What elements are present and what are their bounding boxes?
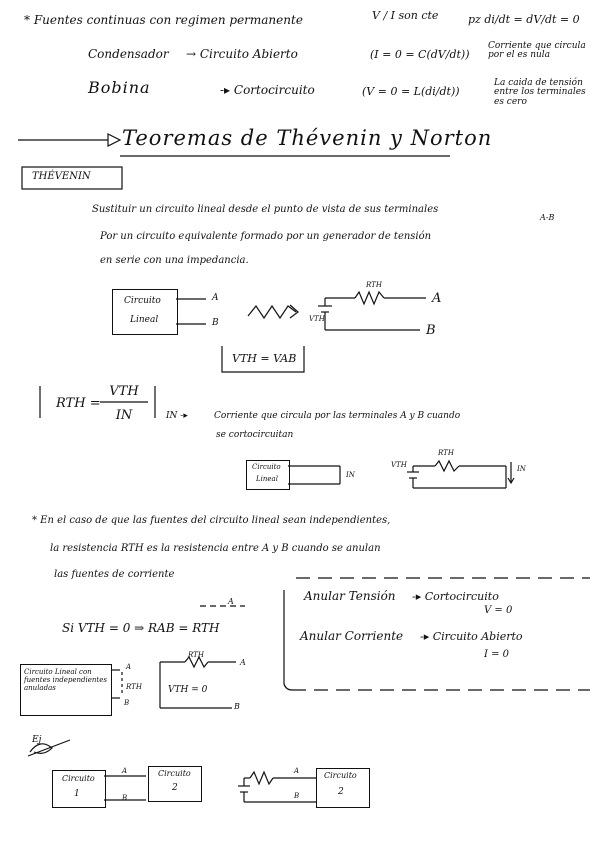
term-a: A (212, 293, 219, 303)
term-b: B (212, 318, 219, 328)
mini-box2: Lineal (256, 475, 278, 483)
th-term-a: A (432, 291, 442, 306)
cond-eq: (I = 0 = C(dV/dt)) (370, 48, 470, 61)
heading-arrow-head (108, 134, 120, 146)
bob-note: La caida de tensión entre los terminales es cero (494, 78, 586, 107)
ind-box-text: Circuito Lineal con fuentes independientes anuladas (24, 668, 107, 693)
ind-l2: la resistencia RTH es la resistencia entre A y B cuando se anulan (50, 543, 381, 554)
rth-lhs: RTH = (56, 396, 101, 411)
cond-arrow: → Circuito Abierto (186, 47, 298, 61)
vth-label: VTH (309, 315, 325, 323)
rth-den: IN (115, 408, 133, 423)
equivalence-arrowhead (290, 305, 298, 318)
ind-th-a: A (240, 658, 246, 667)
mini-rth (435, 461, 459, 471)
bt-c2-line1: Circuito (324, 771, 357, 780)
cond-note: Corriente que circula por el es nula (488, 41, 586, 61)
bob-arrow: -▸ Cortocircuito (220, 83, 315, 97)
ind-l1: * En el caso de que las fuentes del circuito lineal sean independientes, (32, 515, 391, 526)
ind-rth-side: RTH (126, 683, 142, 691)
rth-resistor (355, 292, 384, 304)
top-line1-tail: pz di/dt = dV/dt = 0 (468, 13, 580, 26)
note-anular-corriente: Anular Corriente (300, 629, 404, 643)
c1-line2: 1 (74, 789, 80, 799)
thevenin-p1: Sustituir un circuito lineal desde el punto de vista de sus terminales (92, 204, 439, 215)
in-def1: Corriente que circula por las terminales A y B cuando (214, 411, 461, 421)
top-ratio: V / I son cte (372, 9, 439, 22)
ind-term-a: A (126, 663, 132, 671)
thevenin-p1-tail: A-B (540, 213, 555, 222)
in-def2: se cortocircuitan (216, 430, 294, 440)
thevenin-p3: en serie con una impedancia. (100, 255, 249, 266)
note-v0: V = 0 (484, 605, 513, 616)
ind-th-b: B (234, 702, 240, 711)
mini-in: IN (346, 471, 355, 479)
c2-line1: Circuito (158, 769, 191, 778)
ind-l3: las fuentes de corriente (54, 569, 175, 580)
note-anular-tension: Anular Tensión (304, 589, 396, 603)
bob-eq: (V = 0 = L(di/dt)) (362, 85, 460, 98)
top-line1: * Fuentes continuas con regimen permanente (24, 13, 303, 27)
mini-box1: Circuito (252, 463, 281, 471)
bob-label: Bobina (88, 78, 151, 97)
equivalence-squiggle (248, 306, 296, 318)
bt-term-a: A (294, 767, 300, 775)
bottom-scribble-label: Ej (32, 735, 42, 745)
section-title: Teoremas de Thévenin y Norton (122, 126, 493, 150)
lineal-box-line1: Circuito (124, 296, 161, 306)
note-cortocircuito: -▸ Cortocircuito (412, 590, 499, 603)
note-i0: I = 0 (484, 649, 510, 660)
mini-vth: VTH (391, 461, 407, 469)
b-term-b: B (122, 794, 128, 802)
rth-num: VTH (109, 384, 139, 399)
note-left-border (284, 590, 292, 690)
mini-rth: RTH (438, 449, 454, 457)
bt-term-b: B (294, 792, 300, 800)
note-circuito-abierto: -▸ Circuito Abierto (420, 630, 523, 643)
cond-label: Condensador (88, 47, 169, 61)
ind-term-b: B (124, 699, 130, 707)
thevenin-tag: THÉVENIN (32, 171, 91, 182)
thevenin-p2: Por un circuito equivalente formado por un generador de tensión (100, 231, 432, 242)
mini-in2: IN (517, 465, 526, 473)
rth-label: RTH (366, 281, 382, 289)
bt-c2-line2: 2 (338, 787, 344, 797)
ind-rth-label: RTH (188, 651, 204, 659)
bt-rth (250, 772, 273, 784)
lineal-box-line2: Lineal (130, 315, 159, 325)
mini-in-arrow (508, 462, 514, 483)
vth-eq: VTH = VAB (232, 352, 297, 365)
th-term-b: B (426, 323, 436, 338)
si-annotation: A (228, 597, 234, 606)
in-label: IN -▸ (166, 411, 188, 421)
c1-line1: Circuito (62, 774, 95, 783)
b-term-a: A (122, 767, 128, 775)
c2-line2: 2 (172, 783, 178, 793)
ind-vth-zero: VTH = 0 (168, 685, 208, 695)
si-equation: Si VTH = 0 ⇒ RAB = RTH (62, 621, 220, 635)
